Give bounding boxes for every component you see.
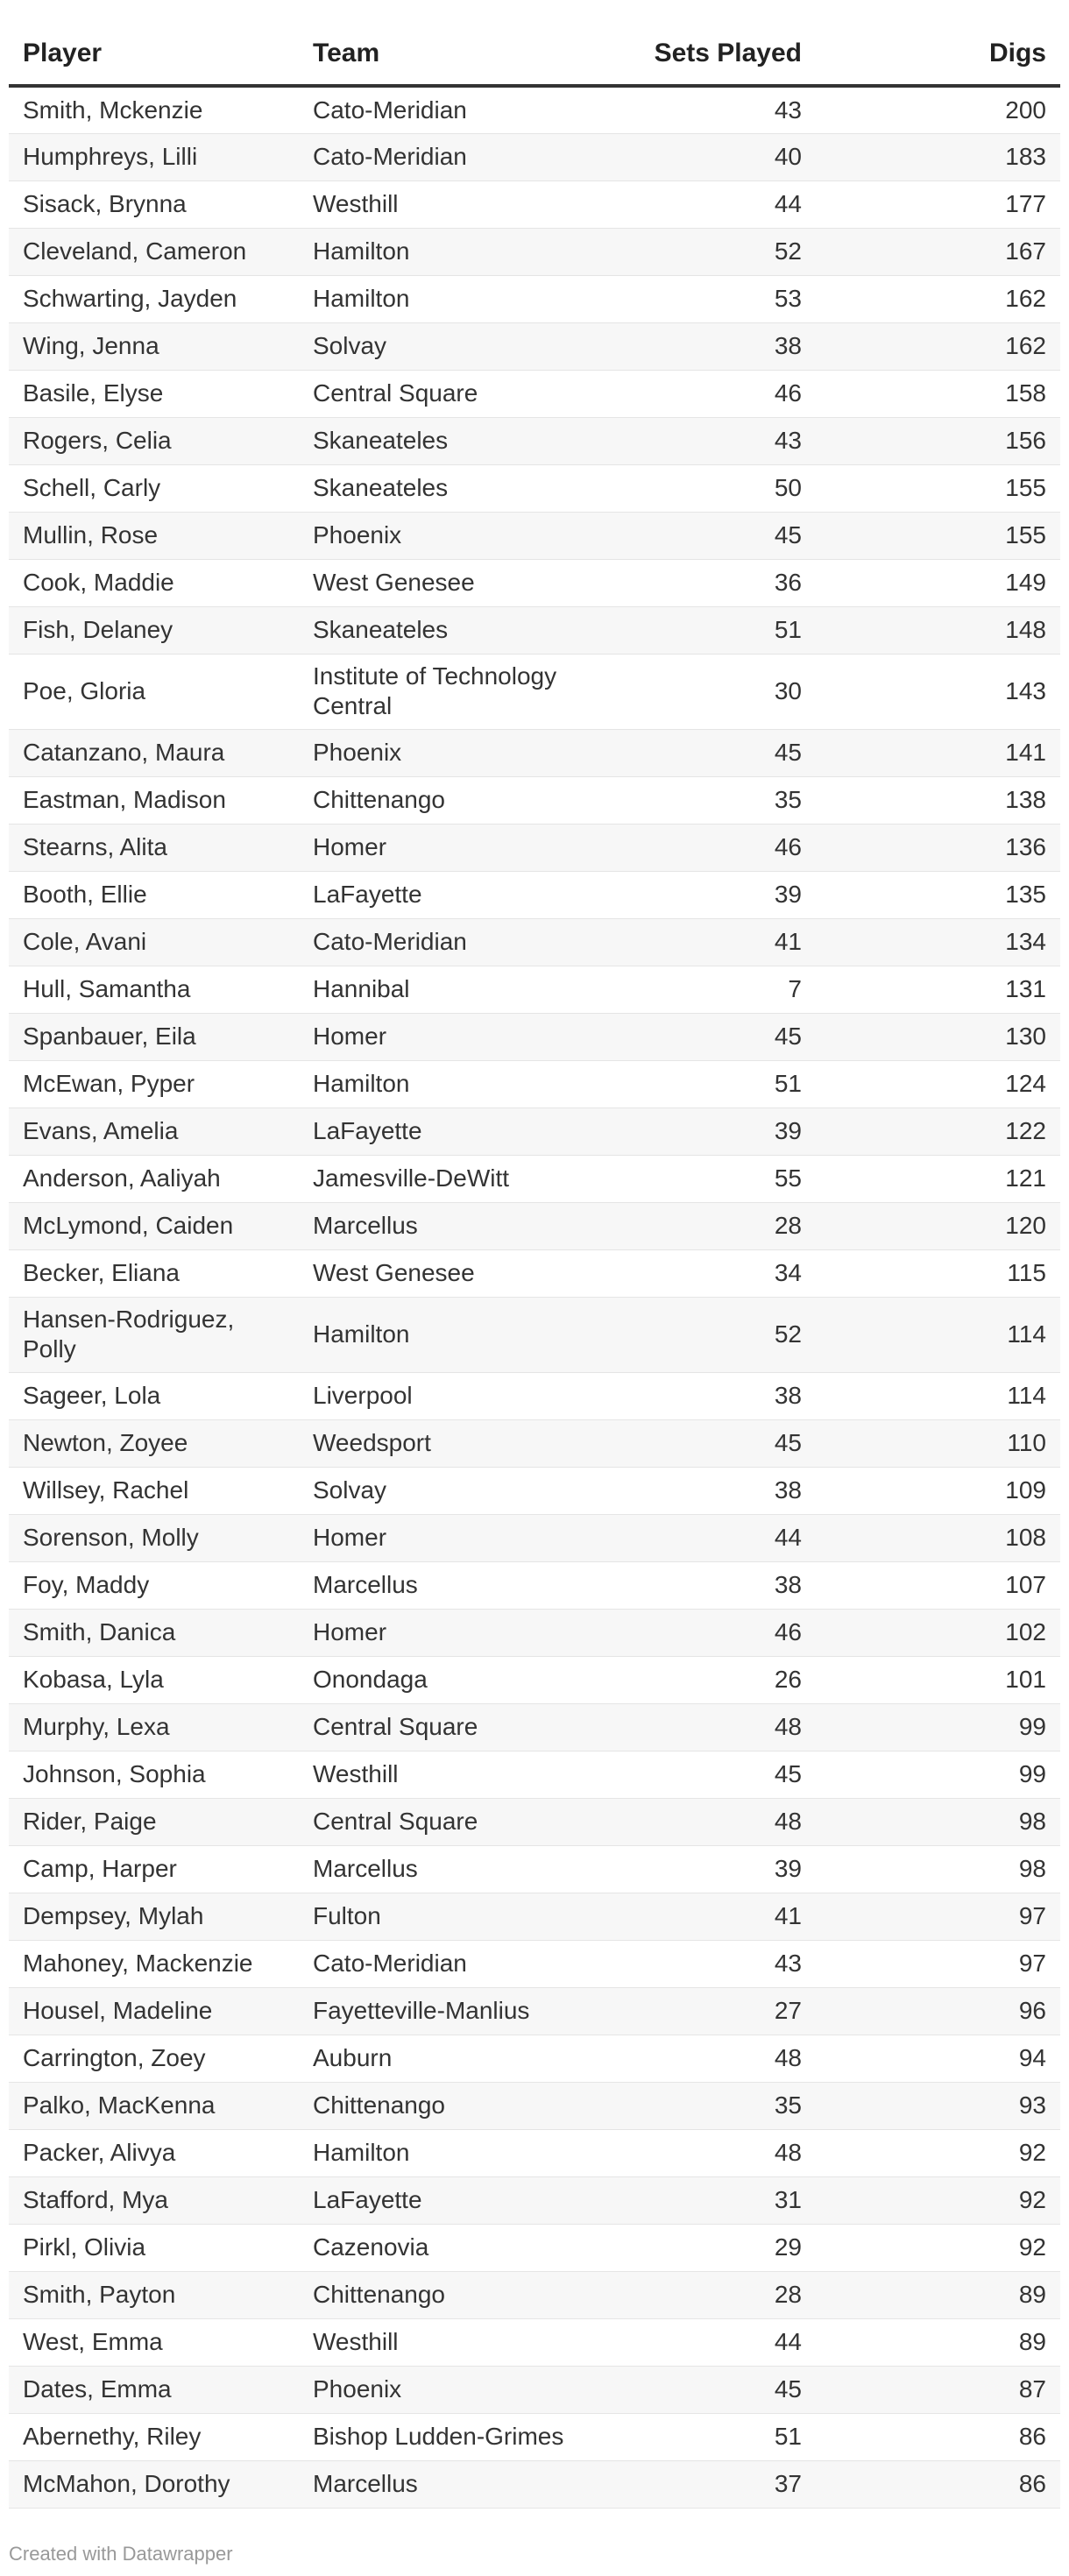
digs-cell: 93 xyxy=(816,2082,1060,2129)
player-cell: Dates, Emma xyxy=(9,2366,299,2413)
sets-played-cell: 7 xyxy=(591,966,816,1013)
team-cell: Jamesville-DeWitt xyxy=(299,1155,591,1202)
sets-played-cell: 29 xyxy=(591,2224,816,2271)
team-cell: Weedsport xyxy=(299,1419,591,1467)
table-row xyxy=(9,606,1060,654)
team-cell: Marcellus xyxy=(299,1202,591,1249)
team-cell: Cato-Meridian xyxy=(299,1940,591,1987)
team-cell: West Genesee xyxy=(299,559,591,606)
sets-played-cell: 36 xyxy=(591,559,816,606)
player-cell: Eastman, Madison xyxy=(9,776,299,824)
table-row xyxy=(9,1202,1060,1249)
player-cell: Smith, Danica xyxy=(9,1609,299,1656)
sets-played-cell: 45 xyxy=(591,1013,816,1060)
sets-played-cell: 48 xyxy=(591,1703,816,1751)
sets-played-cell: 39 xyxy=(591,1845,816,1893)
player-cell: Wing, Jenna xyxy=(9,322,299,370)
team-cell: Fulton xyxy=(299,1893,591,1940)
sets-played-cell: 50 xyxy=(591,464,816,512)
team-cell: Skaneateles xyxy=(299,606,591,654)
team-cell: Phoenix xyxy=(299,729,591,776)
player-cell: Cole, Avani xyxy=(9,918,299,966)
player-cell: Humphreys, Lilli xyxy=(9,133,299,180)
sets-played-cell: 45 xyxy=(591,512,816,559)
team-cell: Homer xyxy=(299,824,591,871)
table-row xyxy=(9,1845,1060,1893)
sets-played-cell: 30 xyxy=(591,654,816,729)
table-row xyxy=(9,1703,1060,1751)
digs-cell: 155 xyxy=(816,464,1060,512)
table-row xyxy=(9,1751,1060,1798)
digs-cell: 115 xyxy=(816,1249,1060,1297)
digs-cell: 136 xyxy=(816,824,1060,871)
digs-cell: 155 xyxy=(816,512,1060,559)
digs-cell: 135 xyxy=(816,871,1060,918)
table-row xyxy=(9,512,1060,559)
sets-played-cell: 43 xyxy=(591,417,816,464)
table-row xyxy=(9,2176,1060,2224)
team-cell: Westhill xyxy=(299,2318,591,2366)
sets-played-cell: 27 xyxy=(591,1987,816,2035)
table-row xyxy=(9,1249,1060,1297)
sets-played-cell: 51 xyxy=(591,606,816,654)
table-row xyxy=(9,1893,1060,1940)
team-cell: Westhill xyxy=(299,1751,591,1798)
table-row xyxy=(9,2082,1060,2129)
sets-played-cell: 38 xyxy=(591,1561,816,1609)
team-cell: Marcellus xyxy=(299,1561,591,1609)
team-cell: Cato-Meridian xyxy=(299,86,591,133)
digs-cell: 131 xyxy=(816,966,1060,1013)
digs-cell: 122 xyxy=(816,1108,1060,1155)
digs-cell: 120 xyxy=(816,1202,1060,1249)
digs-cell: 138 xyxy=(816,776,1060,824)
sets-played-cell: 31 xyxy=(591,2176,816,2224)
table-row xyxy=(9,871,1060,918)
digs-table xyxy=(9,26,1060,2509)
digs-cell: 98 xyxy=(816,1845,1060,1893)
player-cell: McLymond, Caiden xyxy=(9,1202,299,1249)
player-cell: Johnson, Sophia xyxy=(9,1751,299,1798)
sets-played-cell: 48 xyxy=(591,2035,816,2082)
sets-played-cell: 41 xyxy=(591,1893,816,1940)
player-cell: Newton, Zoyee xyxy=(9,1419,299,1467)
digs-cell: 114 xyxy=(816,1372,1060,1419)
sets-played-cell: 52 xyxy=(591,228,816,275)
sets-played-cell: 39 xyxy=(591,1108,816,1155)
digs-cell: 134 xyxy=(816,918,1060,966)
table-row xyxy=(9,417,1060,464)
team-cell: Chittenango xyxy=(299,2271,591,2318)
table-row xyxy=(9,464,1060,512)
sets-played-cell: 46 xyxy=(591,370,816,417)
sets-played-cell: 40 xyxy=(591,133,816,180)
table-row xyxy=(9,180,1060,228)
sets-played-cell: 39 xyxy=(591,871,816,918)
table-body xyxy=(9,86,1060,2508)
table-row xyxy=(9,776,1060,824)
table-row xyxy=(9,1987,1060,2035)
sets-played-cell: 35 xyxy=(591,776,816,824)
digs-cell: 94 xyxy=(816,2035,1060,2082)
player-cell: Rider, Paige xyxy=(9,1798,299,1845)
table-row xyxy=(9,2271,1060,2318)
table-row xyxy=(9,559,1060,606)
player-cell: Schwarting, Jayden xyxy=(9,275,299,322)
team-cell: Skaneateles xyxy=(299,464,591,512)
digs-cell: 96 xyxy=(816,1987,1060,2035)
team-cell: West Genesee xyxy=(299,1249,591,1297)
player-cell: Smith, Payton xyxy=(9,2271,299,2318)
digs-cell: 97 xyxy=(816,1940,1060,1987)
player-cell: Sorenson, Molly xyxy=(9,1514,299,1561)
player-cell: McEwan, Pyper xyxy=(9,1060,299,1108)
digs-cell: 141 xyxy=(816,729,1060,776)
team-cell: Hamilton xyxy=(299,275,591,322)
player-cell: Abernethy, Riley xyxy=(9,2413,299,2460)
column-header-team[interactable]: Team xyxy=(299,26,591,86)
sets-played-cell: 51 xyxy=(591,1060,816,1108)
sets-played-cell: 45 xyxy=(591,1751,816,1798)
table-row xyxy=(9,86,1060,133)
table-row xyxy=(9,654,1060,729)
player-cell: Smith, Mckenzie xyxy=(9,86,299,133)
player-cell: Cleveland, Cameron xyxy=(9,228,299,275)
digs-cell: 124 xyxy=(816,1060,1060,1108)
player-cell: Pirkl, Olivia xyxy=(9,2224,299,2271)
player-cell: Sisack, Brynna xyxy=(9,180,299,228)
player-cell: Fish, Delaney xyxy=(9,606,299,654)
table-row xyxy=(9,2224,1060,2271)
sets-played-cell: 37 xyxy=(591,2460,816,2508)
sets-played-cell: 43 xyxy=(591,86,816,133)
player-cell: Carrington, Zoey xyxy=(9,2035,299,2082)
sets-played-cell: 41 xyxy=(591,918,816,966)
team-cell: Phoenix xyxy=(299,2366,591,2413)
sets-played-cell: 44 xyxy=(591,180,816,228)
team-cell: Institute of Technology Central xyxy=(299,654,591,729)
table-row xyxy=(9,1514,1060,1561)
team-cell: Homer xyxy=(299,1013,591,1060)
column-header-sets-played[interactable]: Sets Played xyxy=(591,26,816,86)
team-cell: LaFayette xyxy=(299,2176,591,2224)
digs-cell: 108 xyxy=(816,1514,1060,1561)
table-row xyxy=(9,275,1060,322)
player-cell: Schell, Carly xyxy=(9,464,299,512)
team-cell: Fayetteville-Manlius xyxy=(299,1987,591,2035)
digs-cell: 99 xyxy=(816,1703,1060,1751)
digs-cell: 167 xyxy=(816,228,1060,275)
team-cell: Auburn xyxy=(299,2035,591,2082)
digs-cell: 130 xyxy=(816,1013,1060,1060)
team-cell: Bishop Ludden-Grimes xyxy=(299,2413,591,2460)
sets-played-cell: 43 xyxy=(591,1940,816,1987)
table-row xyxy=(9,1013,1060,1060)
table-row xyxy=(9,133,1060,180)
team-cell: Skaneateles xyxy=(299,417,591,464)
sets-played-cell: 35 xyxy=(591,2082,816,2129)
player-cell: Packer, Alivya xyxy=(9,2129,299,2176)
digs-cell: 92 xyxy=(816,2224,1060,2271)
player-cell: Mahoney, Mackenzie xyxy=(9,1940,299,1987)
sets-played-cell: 28 xyxy=(591,1202,816,1249)
column-header-player[interactable]: Player xyxy=(9,26,299,86)
team-cell: LaFayette xyxy=(299,1108,591,1155)
sets-played-cell: 55 xyxy=(591,1155,816,1202)
team-cell: Hamilton xyxy=(299,1060,591,1108)
team-cell: Onondaga xyxy=(299,1656,591,1703)
digs-cell: 86 xyxy=(816,2460,1060,2508)
table-row xyxy=(9,1419,1060,1467)
player-cell: McMahon, Dorothy xyxy=(9,2460,299,2508)
digs-cell: 102 xyxy=(816,1609,1060,1656)
team-cell: Central Square xyxy=(299,1798,591,1845)
digs-cell: 86 xyxy=(816,2413,1060,2460)
sets-played-cell: 53 xyxy=(591,275,816,322)
digs-cell: 143 xyxy=(816,654,1060,729)
team-cell: LaFayette xyxy=(299,871,591,918)
player-cell: Booth, Ellie xyxy=(9,871,299,918)
table-row xyxy=(9,1561,1060,1609)
digs-cell: 89 xyxy=(816,2271,1060,2318)
table-row xyxy=(9,1798,1060,1845)
player-cell: Catanzano, Maura xyxy=(9,729,299,776)
team-cell: Central Square xyxy=(299,1703,591,1751)
team-cell: Hamilton xyxy=(299,228,591,275)
sets-played-cell: 26 xyxy=(591,1656,816,1703)
player-cell: Stafford, Mya xyxy=(9,2176,299,2224)
player-cell: Anderson, Aaliyah xyxy=(9,1155,299,1202)
sets-played-cell: 34 xyxy=(591,1249,816,1297)
sets-played-cell: 38 xyxy=(591,1467,816,1514)
table-row xyxy=(9,1297,1060,1372)
team-cell: Phoenix xyxy=(299,512,591,559)
table-row xyxy=(9,1060,1060,1108)
digs-cell: 107 xyxy=(816,1561,1060,1609)
digs-cell: 97 xyxy=(816,1893,1060,1940)
sets-played-cell: 46 xyxy=(591,1609,816,1656)
datawrapper-credit: Created with Datawrapper xyxy=(9,2543,233,2565)
table-row xyxy=(9,966,1060,1013)
digs-cell: 177 xyxy=(816,180,1060,228)
team-cell: Central Square xyxy=(299,370,591,417)
table-row xyxy=(9,824,1060,871)
digs-cell: 87 xyxy=(816,2366,1060,2413)
player-cell: Cook, Maddie xyxy=(9,559,299,606)
player-cell: Stearns, Alita xyxy=(9,824,299,871)
player-cell: Camp, Harper xyxy=(9,1845,299,1893)
digs-cell: 162 xyxy=(816,322,1060,370)
player-cell: Willsey, Rachel xyxy=(9,1467,299,1514)
digs-cell: 148 xyxy=(816,606,1060,654)
sets-played-cell: 48 xyxy=(591,1798,816,1845)
table-row xyxy=(9,2318,1060,2366)
table-row xyxy=(9,228,1060,275)
player-cell: Sageer, Lola xyxy=(9,1372,299,1419)
team-cell: Chittenango xyxy=(299,2082,591,2129)
table-row xyxy=(9,1609,1060,1656)
table-row xyxy=(9,1940,1060,1987)
column-header-digs[interactable]: Digs xyxy=(816,26,1060,86)
team-cell: Hamilton xyxy=(299,1297,591,1372)
table-row xyxy=(9,2129,1060,2176)
player-cell: Rogers, Celia xyxy=(9,417,299,464)
sets-played-cell: 51 xyxy=(591,2413,816,2460)
table-row xyxy=(9,729,1060,776)
player-cell: Mullin, Rose xyxy=(9,512,299,559)
sets-played-cell: 38 xyxy=(591,322,816,370)
table-row xyxy=(9,1155,1060,1202)
player-cell: Foy, Maddy xyxy=(9,1561,299,1609)
digs-cell: 101 xyxy=(816,1656,1060,1703)
team-cell: Hamilton xyxy=(299,2129,591,2176)
header-row xyxy=(9,26,1060,86)
player-cell: Spanbauer, Eila xyxy=(9,1013,299,1060)
table-row xyxy=(9,1467,1060,1514)
sets-played-cell: 28 xyxy=(591,2271,816,2318)
digs-cell: 121 xyxy=(816,1155,1060,1202)
team-cell: Homer xyxy=(299,1514,591,1561)
sets-played-cell: 48 xyxy=(591,2129,816,2176)
table-header xyxy=(9,26,1060,86)
digs-cell: 183 xyxy=(816,133,1060,180)
sets-played-cell: 46 xyxy=(591,824,816,871)
sets-played-cell: 44 xyxy=(591,1514,816,1561)
stats-table-container xyxy=(9,26,1060,2509)
table-row xyxy=(9,2366,1060,2413)
player-cell: Kobasa, Lyla xyxy=(9,1656,299,1703)
team-cell: Solvay xyxy=(299,1467,591,1514)
table-row xyxy=(9,1656,1060,1703)
player-cell: Poe, Gloria xyxy=(9,654,299,729)
sets-played-cell: 45 xyxy=(591,1419,816,1467)
digs-cell: 110 xyxy=(816,1419,1060,1467)
player-cell: Becker, Eliana xyxy=(9,1249,299,1297)
sets-played-cell: 45 xyxy=(591,729,816,776)
team-cell: Liverpool xyxy=(299,1372,591,1419)
player-cell: Murphy, Lexa xyxy=(9,1703,299,1751)
table-row xyxy=(9,1108,1060,1155)
team-cell: Hannibal xyxy=(299,966,591,1013)
player-cell: Hansen-Rodriguez, Polly xyxy=(9,1297,299,1372)
table-row xyxy=(9,918,1060,966)
team-cell: Solvay xyxy=(299,322,591,370)
team-cell: Homer xyxy=(299,1609,591,1656)
digs-cell: 89 xyxy=(816,2318,1060,2366)
table-row xyxy=(9,370,1060,417)
table-row xyxy=(9,322,1060,370)
team-cell: Chittenango xyxy=(299,776,591,824)
player-cell: Evans, Amelia xyxy=(9,1108,299,1155)
player-cell: West, Emma xyxy=(9,2318,299,2366)
player-cell: Hull, Samantha xyxy=(9,966,299,1013)
team-cell: Cazenovia xyxy=(299,2224,591,2271)
team-cell: Cato-Meridian xyxy=(299,133,591,180)
team-cell: Cato-Meridian xyxy=(299,918,591,966)
sets-played-cell: 38 xyxy=(591,1372,816,1419)
table-row xyxy=(9,2413,1060,2460)
team-cell: Marcellus xyxy=(299,1845,591,1893)
digs-cell: 149 xyxy=(816,559,1060,606)
table-row xyxy=(9,1372,1060,1419)
sets-played-cell: 44 xyxy=(591,2318,816,2366)
digs-cell: 162 xyxy=(816,275,1060,322)
digs-cell: 156 xyxy=(816,417,1060,464)
player-cell: Dempsey, Mylah xyxy=(9,1893,299,1940)
digs-cell: 114 xyxy=(816,1297,1060,1372)
team-cell: Westhill xyxy=(299,180,591,228)
player-cell: Basile, Elyse xyxy=(9,370,299,417)
digs-cell: 200 xyxy=(816,86,1060,133)
player-cell: Housel, Madeline xyxy=(9,1987,299,2035)
table-row xyxy=(9,2035,1060,2082)
digs-cell: 92 xyxy=(816,2129,1060,2176)
digs-cell: 92 xyxy=(816,2176,1060,2224)
digs-cell: 109 xyxy=(816,1467,1060,1514)
digs-cell: 158 xyxy=(816,370,1060,417)
table-row xyxy=(9,2460,1060,2508)
sets-played-cell: 45 xyxy=(591,2366,816,2413)
player-cell: Palko, MacKenna xyxy=(9,2082,299,2129)
team-cell: Marcellus xyxy=(299,2460,591,2508)
sets-played-cell: 52 xyxy=(591,1297,816,1372)
digs-cell: 99 xyxy=(816,1751,1060,1798)
digs-cell: 98 xyxy=(816,1798,1060,1845)
